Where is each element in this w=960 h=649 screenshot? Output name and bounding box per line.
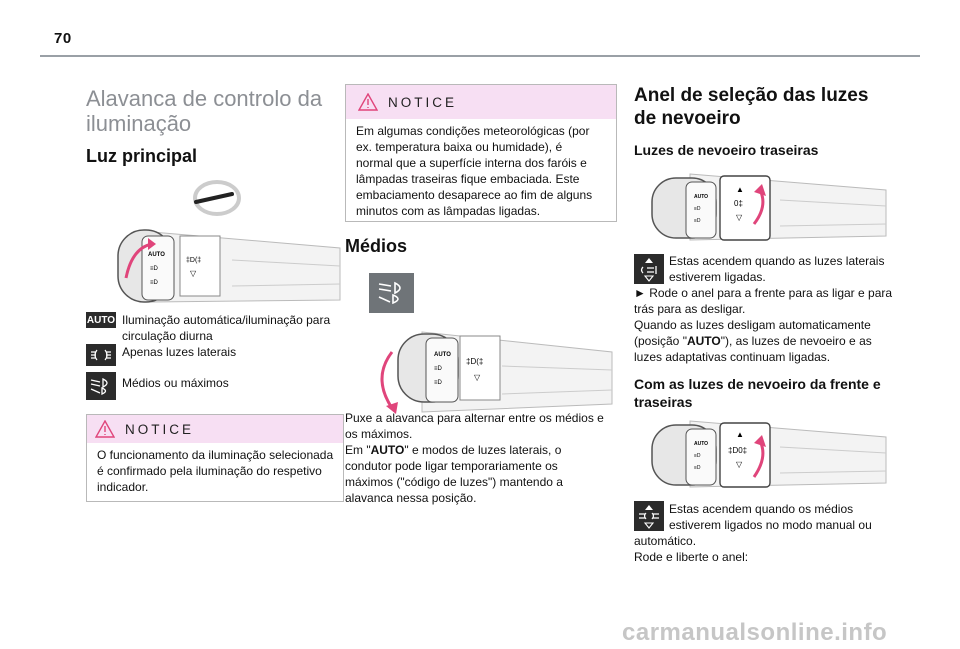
- svg-text:AUTO: AUTO: [694, 441, 709, 447]
- subheading-front-rear-fog: Com as luzes de nevoeiro da frente e traseiras: [634, 376, 881, 410]
- dipped-main-beam-icon: [86, 372, 116, 400]
- svg-text:▽: ▽: [190, 269, 197, 278]
- svg-text:≡D: ≡D: [694, 465, 701, 471]
- notice-box-indicator: [86, 414, 344, 502]
- rear-fog-desc: Estas acendem quando as luzes laterais estiverem ligadas.: [669, 254, 885, 284]
- svg-text:≡D: ≡D: [694, 453, 701, 459]
- lever-illustration-dipped: [362, 322, 614, 422]
- lever-illustration-rear-fog: [650, 170, 888, 246]
- dipped-body-text: Puxe a alavanca para alternar entre os médios e os máximos. Em "AUTO" e modos de luzes laterais, o condutor pode ligar temporariamente os máximos ("código de luzes") mantendo a alavanca nessa posição.: [345, 410, 620, 506]
- notice-title: NOTICE: [125, 421, 195, 437]
- svg-text:≡D: ≡D: [694, 206, 701, 212]
- warning-icon: [95, 420, 115, 438]
- heading-main-beam: Luz principal: [86, 146, 198, 166]
- legend-auto-text: Iluminação automática/iluminação para circulação diurna: [122, 313, 331, 343]
- section-title-line2: iluminação: [86, 111, 192, 136]
- svg-text:≡D: ≡D: [694, 218, 701, 224]
- svg-text:≡D: ≡D: [434, 366, 442, 372]
- heading-dipped: Médios: [345, 236, 408, 256]
- legend-side-lights-text: Apenas luzes laterais: [122, 345, 237, 359]
- notice-box-condensation: [345, 84, 617, 222]
- section-title: [86, 86, 322, 136]
- rear-fog-icon: [634, 254, 664, 284]
- svg-text:≡D: ≡D: [150, 266, 158, 272]
- svg-text:AUTO: AUTO: [148, 252, 165, 258]
- side-lights-icon: [86, 344, 116, 366]
- svg-text:▲: ▲: [736, 185, 744, 194]
- svg-text:≡D: ≡D: [434, 380, 442, 386]
- svg-text:≡D: ≡D: [150, 280, 158, 286]
- front-rear-fog-icon: [634, 501, 664, 531]
- rear-auto-line: (posição "AUTO"), as luzes de nevoeiro e as: [634, 334, 872, 348]
- rear-fog-instructions: ► Rode o anel para a frente para as ligar e para trás para as desligar. Quando as luzes desligam automaticamente (posição "AUTO"), as luzes de nevoeiro e as luzes adaptativas continuam ligadas.: [634, 285, 904, 365]
- svg-text:‡D0‡: ‡D0‡: [728, 446, 748, 455]
- svg-text:▲: ▲: [736, 430, 744, 439]
- auto-icon: AUTO: [86, 312, 116, 328]
- lever-illustration-front-rear-fog: [650, 417, 888, 493]
- steering-wheel-icon: [192, 178, 242, 218]
- notice-body: Em algumas condições meteorológicas (por ex. temperatura baixa ou humidade), é normal que a superfície interna dos faróis e lâmpadas traseiras fique embaciada. Este embaciamento desaparece ao fim de alguns minutos com as lâmpadas ligadas.: [356, 124, 593, 218]
- front-rear-fog-more: automático. Rode e liberte o anel:: [634, 534, 749, 564]
- header-divider: [40, 55, 920, 57]
- main-beam-icon: [369, 273, 414, 313]
- front-rear-fog-desc: Estas acendem quando os médios estiverem ligados no modo manual ou: [669, 502, 872, 532]
- svg-text:▽: ▽: [736, 213, 743, 222]
- watermark: carmanualsonline.info: [622, 619, 888, 646]
- svg-text:▽: ▽: [736, 460, 743, 469]
- svg-text:‡D(‡: ‡D(‡: [186, 257, 202, 264]
- legend-dipped-main-text: Médios ou máximos: [122, 376, 229, 390]
- auto-paragraph: Em "AUTO" e modos de luzes laterais, o: [345, 443, 562, 457]
- svg-text:AUTO: AUTO: [694, 194, 709, 200]
- section-title-line1: Alavanca de controlo da: [86, 86, 323, 111]
- heading-fog-ring: Anel de seleção das luzes de nevoeiro: [634, 85, 869, 129]
- svg-text:AUTO: AUTO: [434, 352, 451, 358]
- svg-text:‡D(‡: ‡D(‡: [466, 357, 484, 366]
- notice-header: [346, 85, 616, 119]
- page-number: 70: [54, 30, 72, 47]
- svg-text:0‡: 0‡: [734, 199, 743, 208]
- warning-icon: [358, 93, 378, 111]
- notice-body: O funcionamento da iluminação selecionada é confirmado pela iluminação do respetivo indicador.: [97, 448, 334, 494]
- notice-title: NOTICE: [388, 94, 458, 110]
- subheading-rear-fog: Luzes de nevoeiro traseiras: [634, 142, 819, 158]
- lever-illustration-main: [112, 226, 342, 308]
- svg-text:▽: ▽: [474, 373, 481, 382]
- notice-header: [87, 415, 343, 443]
